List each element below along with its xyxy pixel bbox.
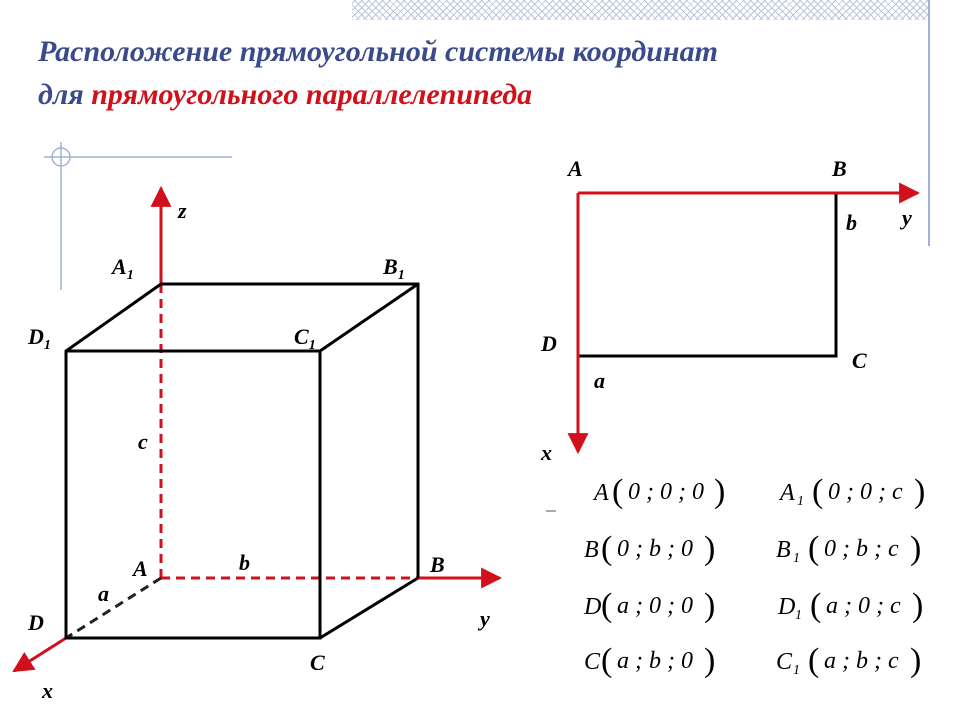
coordinates-list	[583, 473, 925, 679]
rect-x-axis-label: x	[541, 440, 552, 465]
svg-text:0 ; b ; c: 0 ; b ; c	[824, 536, 899, 562]
svg-text:1: 1	[793, 551, 800, 566]
svg-text:): )	[704, 530, 716, 567]
svg-text:a ; b ; 0: a ; b ; 0	[617, 648, 693, 674]
box-visible-edges	[66, 284, 418, 638]
base-rectangle-figure	[540, 156, 918, 465]
svg-text:1: 1	[793, 663, 800, 678]
svg-text:D: D	[584, 594, 602, 620]
z-axis-label: z	[178, 198, 187, 223]
svg-text:a ; 0 ; 0: a ; 0 ; 0	[617, 593, 693, 619]
svg-text:C: C	[776, 649, 793, 675]
parallelepiped-figure	[14, 188, 500, 703]
vertex-B1: $B_1$	[383, 254, 405, 283]
coord-B1	[776, 530, 921, 567]
rect-vertex-B: B	[832, 156, 847, 181]
coord-B	[584, 530, 715, 567]
svg-text:): )	[714, 473, 726, 510]
rect-y-axis-label: y	[902, 205, 912, 230]
svg-text:D: D	[778, 594, 796, 620]
svg-text:): )	[910, 530, 922, 567]
rect-edge-label-a: a	[594, 368, 605, 393]
svg-text:B: B	[584, 537, 599, 563]
vertex-D1: $D_1$	[28, 324, 51, 353]
coord-C1	[776, 642, 921, 679]
hidden-edge-AD	[66, 578, 161, 638]
rect-edges	[578, 193, 836, 356]
vertex-A: A	[133, 556, 148, 581]
svg-text:0 ; b ; 0: 0 ; b ; 0	[617, 536, 693, 562]
x-axis-label: x	[42, 678, 53, 703]
svg-text:1: 1	[795, 608, 802, 623]
title-line-2-prefix: для	[38, 78, 92, 111]
svg-text:(: (	[601, 587, 613, 624]
svg-text:(: (	[601, 642, 613, 679]
svg-text:(: (	[810, 587, 822, 624]
svg-text:A: A	[780, 480, 795, 506]
coord-A1	[778, 473, 925, 510]
rect-vertex-D: D	[541, 331, 557, 356]
vertex-B: B	[430, 552, 445, 577]
svg-text:): )	[914, 473, 926, 510]
svg-text:0 ; 0 ; 0: 0 ; 0 ; 0	[628, 479, 704, 505]
svg-text:a ; 0 ; c: a ; 0 ; c	[826, 593, 901, 619]
box-edge-C1B1	[320, 284, 418, 351]
svg-text:(: (	[812, 473, 824, 510]
rect-edge-label-b: b	[846, 210, 857, 235]
svg-text:): )	[704, 642, 716, 679]
title-line-2-highlight: прямоугольного параллелепипеда	[91, 78, 533, 111]
svg-text:(: (	[601, 530, 613, 567]
crosshair-decoration	[44, 142, 232, 290]
vertex-C1: $C_1$	[294, 324, 316, 353]
svg-text:): )	[910, 642, 922, 679]
svg-text:): )	[912, 587, 924, 624]
vertex-D: D	[28, 610, 44, 635]
coord-A	[592, 473, 725, 510]
svg-text:(: (	[808, 642, 820, 679]
svg-text:C: C	[584, 649, 601, 675]
vertex-C: C	[310, 650, 325, 675]
svg-text:B: B	[776, 537, 791, 563]
coord-D1	[777, 587, 923, 624]
svg-text:(: (	[808, 530, 820, 567]
svg-text:(: (	[612, 473, 624, 510]
y-axis-label: y	[480, 606, 490, 631]
edge-label-b: b	[239, 550, 250, 575]
title-line-1: Расположение прямоугольной системы координат	[38, 35, 718, 68]
edge-label-a: a	[98, 581, 109, 606]
svg-text:a ; b ; c: a ; b ; c	[824, 648, 899, 674]
svg-text:): )	[704, 587, 716, 624]
rect-vertex-A: A	[568, 156, 583, 181]
svg-text:A: A	[594, 480, 609, 506]
svg-text:0 ; 0 ; c: 0 ; 0 ; c	[828, 479, 903, 505]
vertex-A1: $A_1$	[112, 254, 134, 283]
svg-text:1: 1	[797, 494, 804, 509]
box-edge-CB	[320, 578, 418, 638]
edge-label-c: c	[138, 429, 148, 454]
rect-vertex-C: C	[852, 348, 867, 373]
coord-C	[584, 642, 715, 679]
coord-D	[583, 587, 715, 624]
x-axis	[14, 638, 66, 671]
